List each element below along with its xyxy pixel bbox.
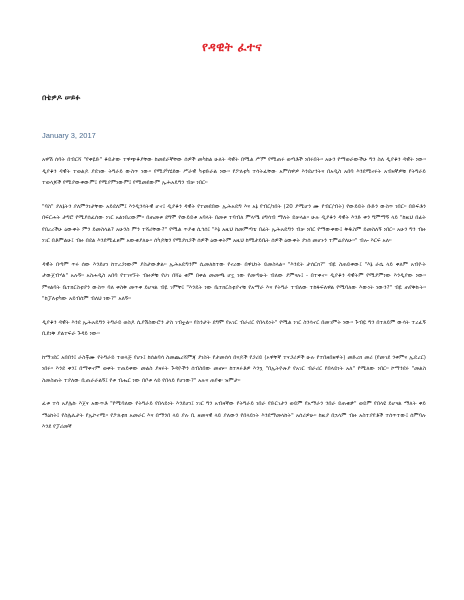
paragraph: ዲያቆን ዳዊት እንደ ኢሕአዴግን ትግራይ ወስዶ ሲያሽስውሮን ታስ ገብቷል። የስንታት ደግሞ የአገር ብራሪር የበላይነት" የሚል ነገር ስንሳኖር በመገምት ነው። ጉብዬ ግን በተለይም ውሳት ተረፈኝ ቢደነቅ ያልተፍራ ጉዳይ ነው። [42,319,426,337]
article-date: January 3, 2017 [42,131,96,140]
paragraph: "ባስ" ያለኔትን ያለምንነታቸው አይደለም፤ እንዲንሳትዊ ሆኖ፤ ዲያቆን ዳዊት የተመደበው ኢሕአዴግ እና አኔ የብር/ነበት (20 ያሚሆን ሙ የብር/ብት) የውይይት ቡድን ውስጥ ነበር። በድፍቶን በፍርሐት ታግሮ የሚያሰፈሰው ነገር አልነበረውም። በጠመቱ ደግሞ የውይይቱ አባላት በመቱ ተባብለ ምላሜ ሀግሳብ ማለት ይቻላል። ሁሉ ዲያቆን ዳዊት እንድ ቀን ግምማኝ ላይ "ከዚህ በፊት የበረረችሁ ዕውቀት ምን ይመስላል? አሁንስ ምን ተሻሪቸው?" የሚል ጥያቄ ሲጎሰ፤ "እኔ አዚህ ከመምጣቴ በፊት ኢሕአዴግን ብቻ ነበር የማውቀው፤ ቅዱስም ይመስለኝ ነበር። አሁን ግን ብዙ ነገር በቶምልሁ፤ ብዙ በደል እንደሚፈፀም አውቂያለሁ። ሰካዶቹን የሚያክጋች ሰዎች ዕውቀትም አዚህ ከሚታይቤት ሰዎች ዕውቀት ያነሰ መሆኑን ተምሬያለሁ።" ብሎ እርፍ አለ። [42,203,426,244]
paragraph: ከማገደር አበበን፤ ራስቾሙ የትግራይ ተወላጅ የሆኑ፤ ከሰልባሳ ስመጨረሻምጃ ያነስት የታመሰሳ በናዶች የጋሪይ (ኦዋቸኛ ተናጋሪዎች ሁሉ የተበዘበዘዋት) መድረክ መሪ (የመገደ ንቀምና ኢዴረር) ነበሩ። እንደ ቀን፤ በማቀኖም ወቀት ተጠይቀው መልስ ያዛሩት ጉዳዮችን ሰብስበው መጡ። ከተጻሩቶዎ እንኳ "በኢትዮጵያ የአገር ብራሪር የበላይነት አለ" የሚለው ነበር። ኮማንደሩ "መልስ ስመስጠት ተያለው ቢጠራራልኝ፤ የቱ ብሔር ነው በቦቱ ላይ የበላይ የሆነው?" አሉና ጠየቁ፡ ዝምታ። [42,354,426,384]
paragraph: ዳዊት በጣም ጥሩ ሰው እንደሆነ ከተረጋነውም ያስታውቃል። ኢሕአዴግንም ሲመለከተው የኖረው በዋህነት ይመስላል። "እንዴት ታሰርክ?" ብዬ ስጠይቀው፤ "እኔ ራሴ ላይ ቀለም አብዮት ታውጀብሃል" አሉኝ። አስሐዲስ አበባ የተገናኙት ብዙዎቹ የሀገ በሻዕ ቂም በቀል መመጫ ሆኗ ነው የመጣሁት ብለው ያምናሉ፤ - በተቀኖ። ዲያቆን ዳዊትም የሚያምነው እንዲያው ነው። ምናልባት ቤተክርስቲያን ውስጥ ባለ ቀስቅ መጥቀ ይሆናል ብዬ ገምቸ፤ "እንዴት ነው ቤተክርስቲያኖቹ የአማራ እና የትግራ ተብለው ተከፋፍለዋል የሚባለው እውነት ነውን?" ብዬ ጠየቅኩት። "ከፓለቲካው አይብሰም ብለህ ነው?" አለኝ። [42,261,426,302]
article-title: የዳዊት ፈተና [202,40,262,54]
paragraph: አዋሽ ሰባት በብርሻ "የቀዬድ" ቆይታው ተዋጭቆያቸው ከመደራኛቸው ሰዎች መካከል ሁለት ዳዊት በሚል ሥም የሚጠሩ ወጣቶች ነበሩበት። አሁን የማወራውችሁ ግን ስለ ዲያቆን ዳዊት ነው። ዲያቆን ዳዊት ተወልዶ ያደገው ትግራይ ውስጥ ነው። የሚያካሄደው ሥራዊ ካቲድራል ነው። የፖለቲካ ተሳትፈቸው አምሰዋዎ እንደሆንትና በአዲስ አበባ እንደሚኖሩት አብዛኛዎቹ የትግራይ ተወላጆች የሚያውቀውም፤ የሚያምነውም፤ የሚመደውም ኢሕአዴግን ብቻ ነበር። [42,157,426,186]
paragraph: ፈቱ ተሳ አያሌኩ እጀና አውጥቶ "የሚባለው የትግራይ የበላይነት እንደሆነ፤ ነገር ግን አብዛኛው የትግራይ ነበራ የድርገታን ወይም የአማራን ንበራ ይጠቁቃ" ወይም የበላዩ ይሆናል ማለት ቀይ ማዕከት፤ የስሌሊታት የኢኮኖሚ። የፖለቲክ አመራር እና በማንበ ላይ ያሉ ቢ ዘመናዊ ላይ ያለውን የበላይነት እንደማመላከት" አሰሪዎሁ። ከዚያ በኋላም ብዙ አስተያየቶች ተሰጥተው፤ ሰምባሉ እንደ የፓሪመኛ [42,401,426,430]
article-body [42,155,426,446]
article-author: በቴዎዶ ሠይፉ [42,93,81,102]
